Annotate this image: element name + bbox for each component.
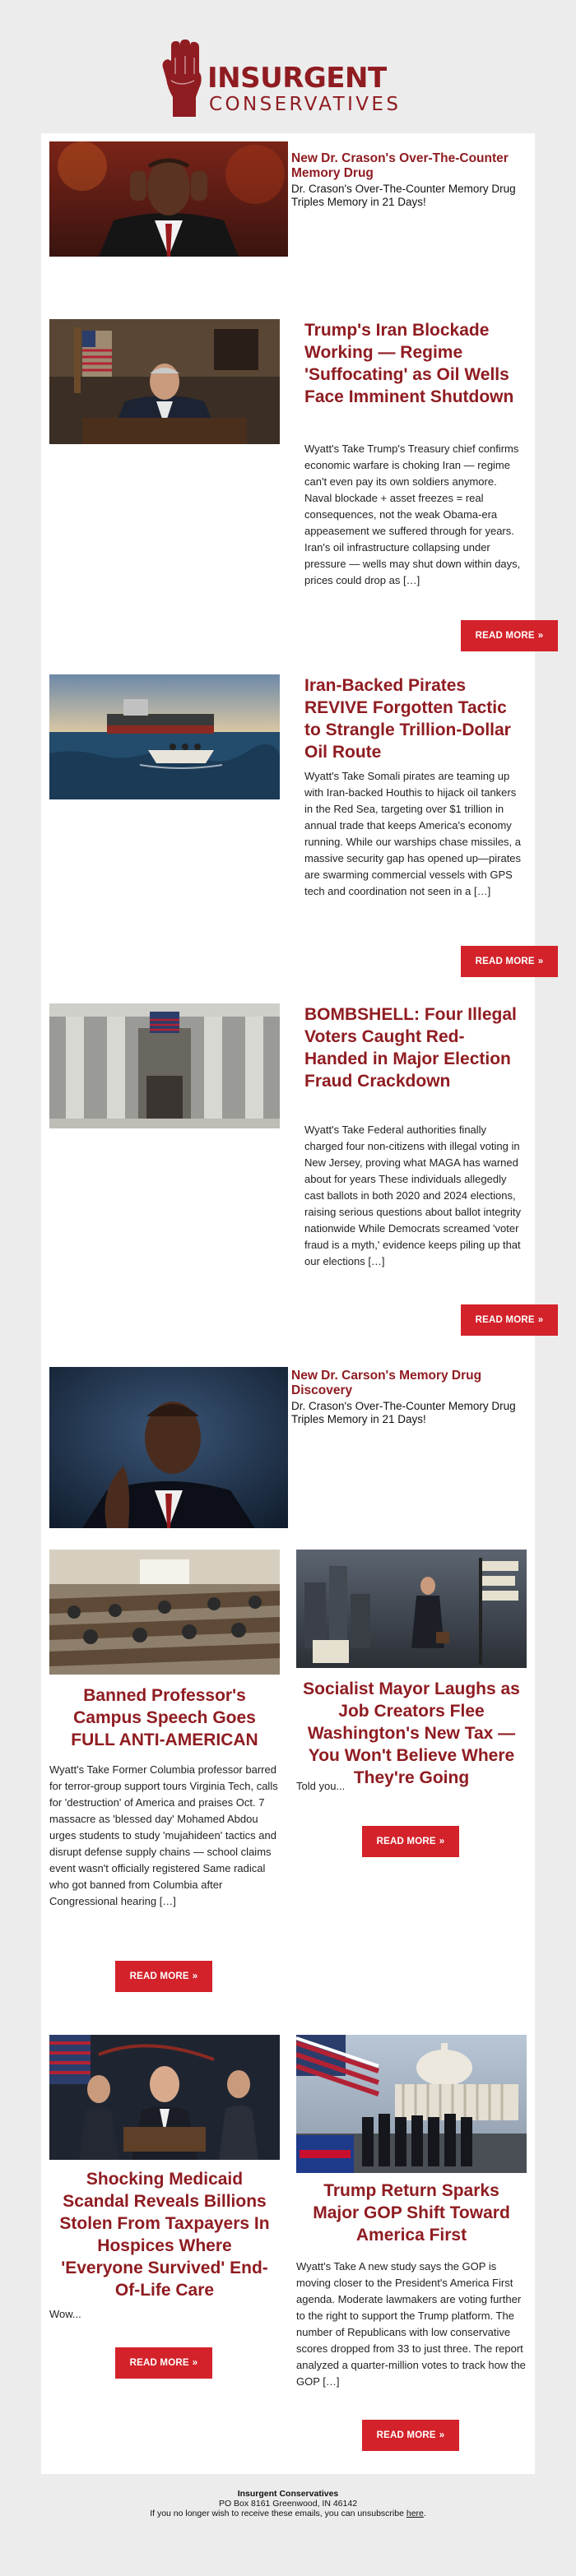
read-more-button[interactable] — [362, 1826, 459, 1857]
sponsored-image[interactable] — [49, 141, 288, 257]
story-excerpt: Wyatt's Take A new study says the GOP is moving closer to the President's America First agenda. Moderate lawmakers are voting further to the right to support the Trump platform. The number of Republicans with low conservative scores dropped from 33 to just three. The report analyzed a quarter-million votes to track how the GOP […] — [296, 2260, 526, 2388]
story-headline[interactable]: Shocking Medicaid Scandal Reveals Billions Stolen From Taxpayers In Hospices Where 'Everyone Survived' End-Of-Life Care — [59, 2170, 270, 2300]
read-more-label: READ MORE — [376, 1837, 436, 1846]
story-headline[interactable]: BOMBSHELL: Four Illegal Voters Caught Red-Handed in Major Election Fraud Crackdown — [304, 1005, 517, 1091]
footer — [0, 2489, 576, 2518]
read-more-button[interactable] — [115, 2347, 212, 2379]
unsubscribe-text: If you no longer wish to receive these emails, you can unsubscribe — [150, 2509, 404, 2518]
story-image[interactable] — [49, 2035, 280, 2160]
double-chevron-right-icon: » — [192, 1971, 198, 1981]
story-headline[interactable]: Trump Return Sparks Major GOP Shift Toward America First — [313, 2181, 510, 2245]
double-chevron-right-icon: » — [537, 957, 544, 966]
sponsored-item[interactable] — [49, 141, 527, 257]
double-chevron-right-icon: » — [439, 2430, 445, 2440]
story-excerpt: Wyatt's Take Federal authorities finally charged four non-citizens with illegal voting in New Jersey, proving what MAGA has warned about for years These individuals allegedly cast ballots in both 2020 and 2024 elections, raising serious questions about ballot integrity nationwide While Democrats screamed 'voter fraud is a myth,' evidence keeps piling up that our elections […] — [304, 1124, 522, 1267]
story-column — [49, 1550, 280, 1981]
sponsored-description: Dr. Crason's Over-The-Counter Memory Drug Triples Memory in 21 Days! — [291, 183, 516, 208]
double-chevron-right-icon: » — [537, 1315, 544, 1325]
footer-company-name: Insurgent Conservatives — [237, 2489, 339, 2499]
story-column — [296, 1550, 527, 1846]
story-headline[interactable]: Trump's Iran Blockade Working — Regime 'Suffocating' as Oil Wells Face Imminent Shutdown — [304, 321, 514, 406]
read-more-label: READ MORE — [376, 2430, 436, 2440]
sponsored-title[interactable]: New Dr. Carson's Memory Drug Discovery — [291, 1369, 482, 1397]
sponsored-title[interactable]: New Dr. Crason's Over-The-Counter Memory Drug — [291, 151, 509, 180]
read-more-label: READ MORE — [475, 631, 535, 641]
footer-address: PO Box 8161 Greenwood, IN 46142 — [218, 2499, 358, 2509]
story-image[interactable] — [296, 2035, 527, 2173]
site-logo[interactable] — [161, 39, 416, 118]
unsubscribe-link[interactable]: here — [406, 2509, 424, 2518]
footer-unsubscribe-line — [0, 2509, 576, 2518]
sponsored-image[interactable] — [49, 1367, 288, 1528]
sponsored-description: Dr. Crason's Over-The-Counter Memory Drug Triples Memory in 21 Days! — [291, 1400, 516, 1425]
read-more-button[interactable] — [461, 946, 558, 977]
read-more-label: READ MORE — [129, 1971, 189, 1981]
story-item — [49, 674, 544, 966]
header — [0, 0, 576, 132]
logo-wordmark-top: INSURGENT — [207, 62, 387, 95]
story-excerpt: Wyatt's Take Trump's Treasury chief confirms economic warfare is choking Iran — regime can't even pay its own soldiers anymore. Naval blockade + asset freezes = real consequences, not the weak Obama-era appeasement we suffered through for years. Iran's oil infrastructure collapsing under pressure — wells may shut down within days, prices could drop as […] — [304, 442, 521, 586]
story-image[interactable] — [49, 1550, 280, 1675]
double-chevron-right-icon: » — [537, 631, 544, 641]
read-more-button[interactable] — [461, 620, 558, 651]
logo-wordmark-bottom: CONSERVATIVES — [209, 94, 402, 115]
story-excerpt: Told you... — [296, 1780, 346, 1792]
story-headline[interactable]: Iran-Backed Pirates REVIVE Forgotten Tactic to Strangle Trillion-Dollar Oil Route — [304, 676, 511, 762]
read-more-button[interactable] — [362, 2420, 459, 2451]
story-image[interactable] — [49, 674, 280, 799]
story-image[interactable] — [49, 319, 280, 444]
sponsored-item[interactable] — [49, 1367, 527, 1528]
story-item — [49, 319, 544, 641]
story-item — [49, 1003, 544, 1349]
story-headline[interactable]: Socialist Mayor Laughs as Job Creators Flee Washington's New Tax — You Won't Believe Where They're Going — [303, 1679, 520, 1787]
story-excerpt: Wyatt's Take Somali pirates are teaming up with Iran-backed Houthis to hijack oil tankers in the Red Sea, targeting over $1 trillion in annual trade that keeps America's economy running. While our warships chase missiles, a massive security gap has opened up—pirates are swarming commercial vessels with GPS tech and coordination not seen in a […] — [304, 770, 522, 897]
story-headline[interactable]: Banned Professor's Campus Speech Goes FULL ANTI-AMERICAN — [71, 1686, 258, 1749]
story-image[interactable] — [296, 1550, 527, 1668]
double-chevron-right-icon: » — [192, 2358, 198, 2368]
read-more-button[interactable] — [115, 1961, 212, 1992]
read-more-label: READ MORE — [129, 2358, 189, 2368]
story-column — [49, 2035, 280, 2368]
story-excerpt: Wyatt's Take Former Columbia professor barred for terror-group support tours Virginia Tech, calls for 'destruction' of America and praises Oct. 7 massacre as 'blessed day' Mohamed Abdou urges students to study 'mujahideen' tactics and disrupt defense supply chains — school claims event wasn't officially registered Same radical who got banned from Columbia after Congressional hearing […] — [49, 1763, 278, 1907]
story-excerpt: Wow... — [49, 2308, 81, 2320]
double-chevron-right-icon: » — [439, 1837, 445, 1846]
email-content — [41, 133, 544, 2474]
raised-fist-icon — [161, 39, 204, 117]
story-column — [296, 2035, 527, 2462]
read-more-label: READ MORE — [475, 1315, 535, 1325]
read-more-label: READ MORE — [475, 957, 535, 966]
story-image[interactable] — [49, 1003, 280, 1128]
unsubscribe-period: . — [423, 2509, 426, 2518]
read-more-button[interactable] — [461, 1304, 558, 1336]
